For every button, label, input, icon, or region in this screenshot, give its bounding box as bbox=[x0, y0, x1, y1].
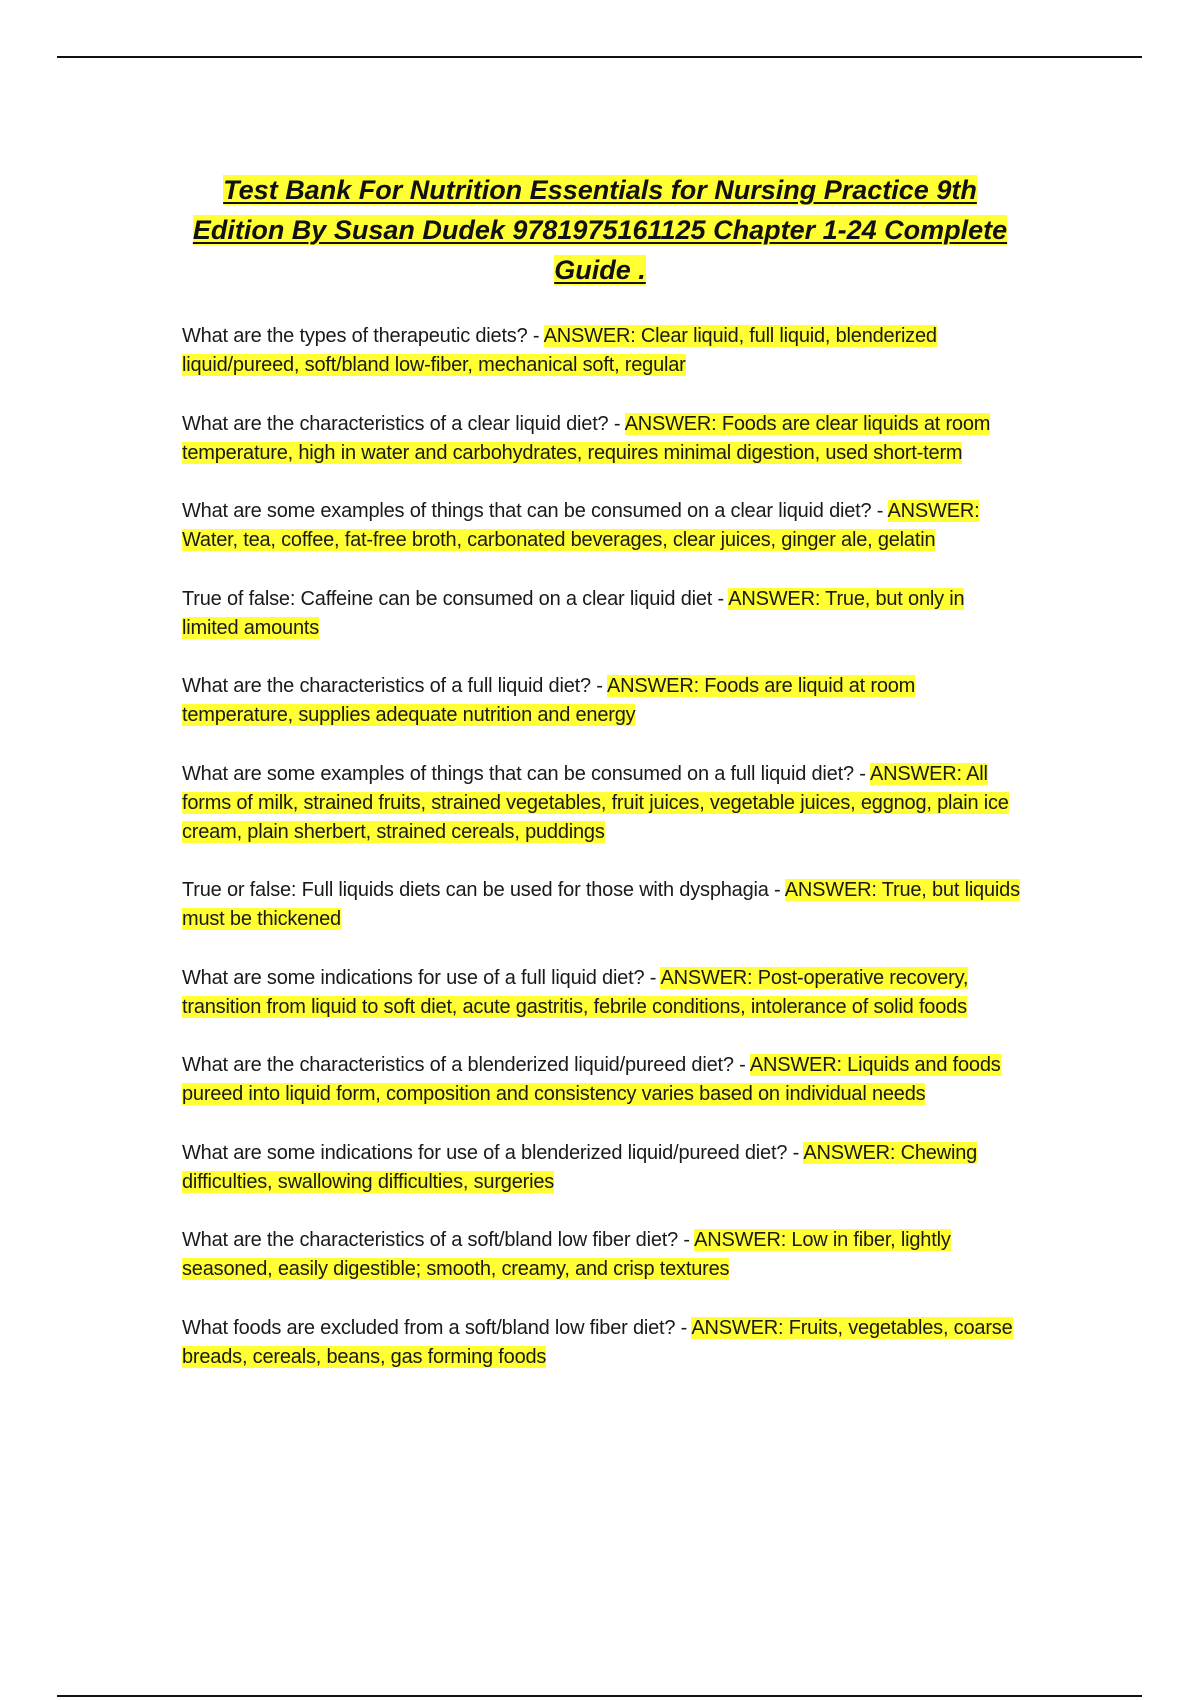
question-text: What are the characteristics of a soft/bland low fiber diet? bbox=[182, 1229, 679, 1251]
answer-text: ANSWER: True, but only in limited amounts bbox=[182, 587, 965, 639]
qa-item bbox=[182, 1139, 1022, 1197]
question-answer-separator: - bbox=[608, 412, 625, 435]
question-answer-separator: - bbox=[768, 879, 785, 901]
qa-item bbox=[182, 760, 1022, 847]
question-text: What are some indications for use of a blenderized liquid/pureed diet? bbox=[182, 1141, 788, 1164]
qa-item bbox=[182, 876, 1022, 934]
answer-text: ANSWER: Water, tea, coffee, fat-free broth, carbonated beverages, clear juices, ginger ale, gelatin bbox=[182, 500, 980, 551]
question-answer-separator: - bbox=[871, 500, 888, 522]
qa-item bbox=[182, 1314, 1022, 1372]
answer-text: ANSWER: True, but liquids must be thickened bbox=[182, 879, 1020, 930]
qa-item bbox=[182, 585, 1022, 643]
question-answer-separator: - bbox=[644, 966, 661, 989]
question-answer-separator: - bbox=[590, 675, 607, 697]
question-answer-separator: - bbox=[712, 587, 729, 610]
answer-text: ANSWER: Fruits, vegetables, coarse breads, cereals, beans, gas forming foods bbox=[182, 1316, 1013, 1368]
qa-list bbox=[182, 322, 1022, 1401]
title-text: Test Bank For Nutrition Essentials for Nursing Practice 9th Edition By Susan Dudek 9781975161125 Chapter 1-24 Complete Guide . bbox=[192, 175, 1008, 285]
question-answer-separator: - bbox=[853, 762, 870, 785]
question-answer-separator: - bbox=[527, 325, 544, 347]
question-answer-separator: - bbox=[733, 1054, 750, 1076]
qa-item bbox=[182, 1226, 1022, 1284]
qa-item bbox=[182, 672, 1022, 730]
answer-text: ANSWER: Post-operative recovery, transition from liquid to soft diet, acute gastritis, febrile conditions, intolerance of solid foods bbox=[182, 966, 969, 1018]
question-text: What are some examples of things that can be consumed on a full liquid diet? bbox=[182, 762, 854, 785]
question-text: What are some examples of things that can be consumed on a clear liquid diet? bbox=[182, 500, 872, 522]
question-answer-separator: - bbox=[678, 1229, 695, 1251]
question-text: What are the characteristics of a clear liquid diet? bbox=[182, 412, 609, 435]
question-text: True of false: Caffeine can be consumed on a clear liquid diet bbox=[182, 587, 713, 610]
top-rule bbox=[57, 56, 1142, 58]
question-text: What foods are excluded from a soft/bland low fiber diet? bbox=[182, 1316, 676, 1339]
bottom-rule bbox=[57, 1695, 1142, 1697]
answer-text: ANSWER: Foods are clear liquids at room temperature, high in water and carbohydrates, requires minimal digestion, used short-term bbox=[182, 412, 991, 464]
qa-item bbox=[182, 497, 1022, 555]
answer-text: ANSWER: Low in fiber, lightly seasoned, easily digestible; smooth, creamy, and crisp textures bbox=[182, 1229, 951, 1280]
question-answer-separator: - bbox=[787, 1141, 804, 1164]
answer-text: ANSWER: Liquids and foods pureed into liquid form, composition and consistency varies based on individual needs bbox=[182, 1054, 1001, 1105]
answer-text: ANSWER: All forms of milk, strained fruits, strained vegetables, fruit juices, vegetable juices, eggnog, plain ice cream, plain sherbert, strained cereals, puddings bbox=[182, 762, 1009, 843]
document-title bbox=[180, 170, 1020, 290]
qa-item bbox=[182, 964, 1022, 1022]
question-text: What are the types of therapeutic diets? bbox=[182, 325, 528, 347]
answer-text: ANSWER: Clear liquid, full liquid, blenderized liquid/pureed, soft/bland low-fiber, mechanical soft, regular bbox=[182, 325, 937, 376]
qa-item bbox=[182, 410, 1022, 468]
qa-item bbox=[182, 322, 1022, 380]
answer-text: ANSWER: Foods are liquid at room temperature, supplies adequate nutrition and energy bbox=[182, 675, 916, 726]
question-text: What are some indications for use of a full liquid diet? bbox=[182, 966, 645, 989]
question-text: True or false: Full liquids diets can be used for those with dysphagia bbox=[182, 879, 769, 901]
question-text: What are the characteristics of a blenderized liquid/pureed diet? bbox=[182, 1054, 734, 1076]
answer-text: ANSWER: Chewing difficulties, swallowing difficulties, surgeries bbox=[182, 1141, 978, 1193]
qa-item bbox=[182, 1051, 1022, 1109]
question-answer-separator: - bbox=[675, 1316, 692, 1339]
question-text: What are the characteristics of a full liquid diet? bbox=[182, 675, 591, 697]
